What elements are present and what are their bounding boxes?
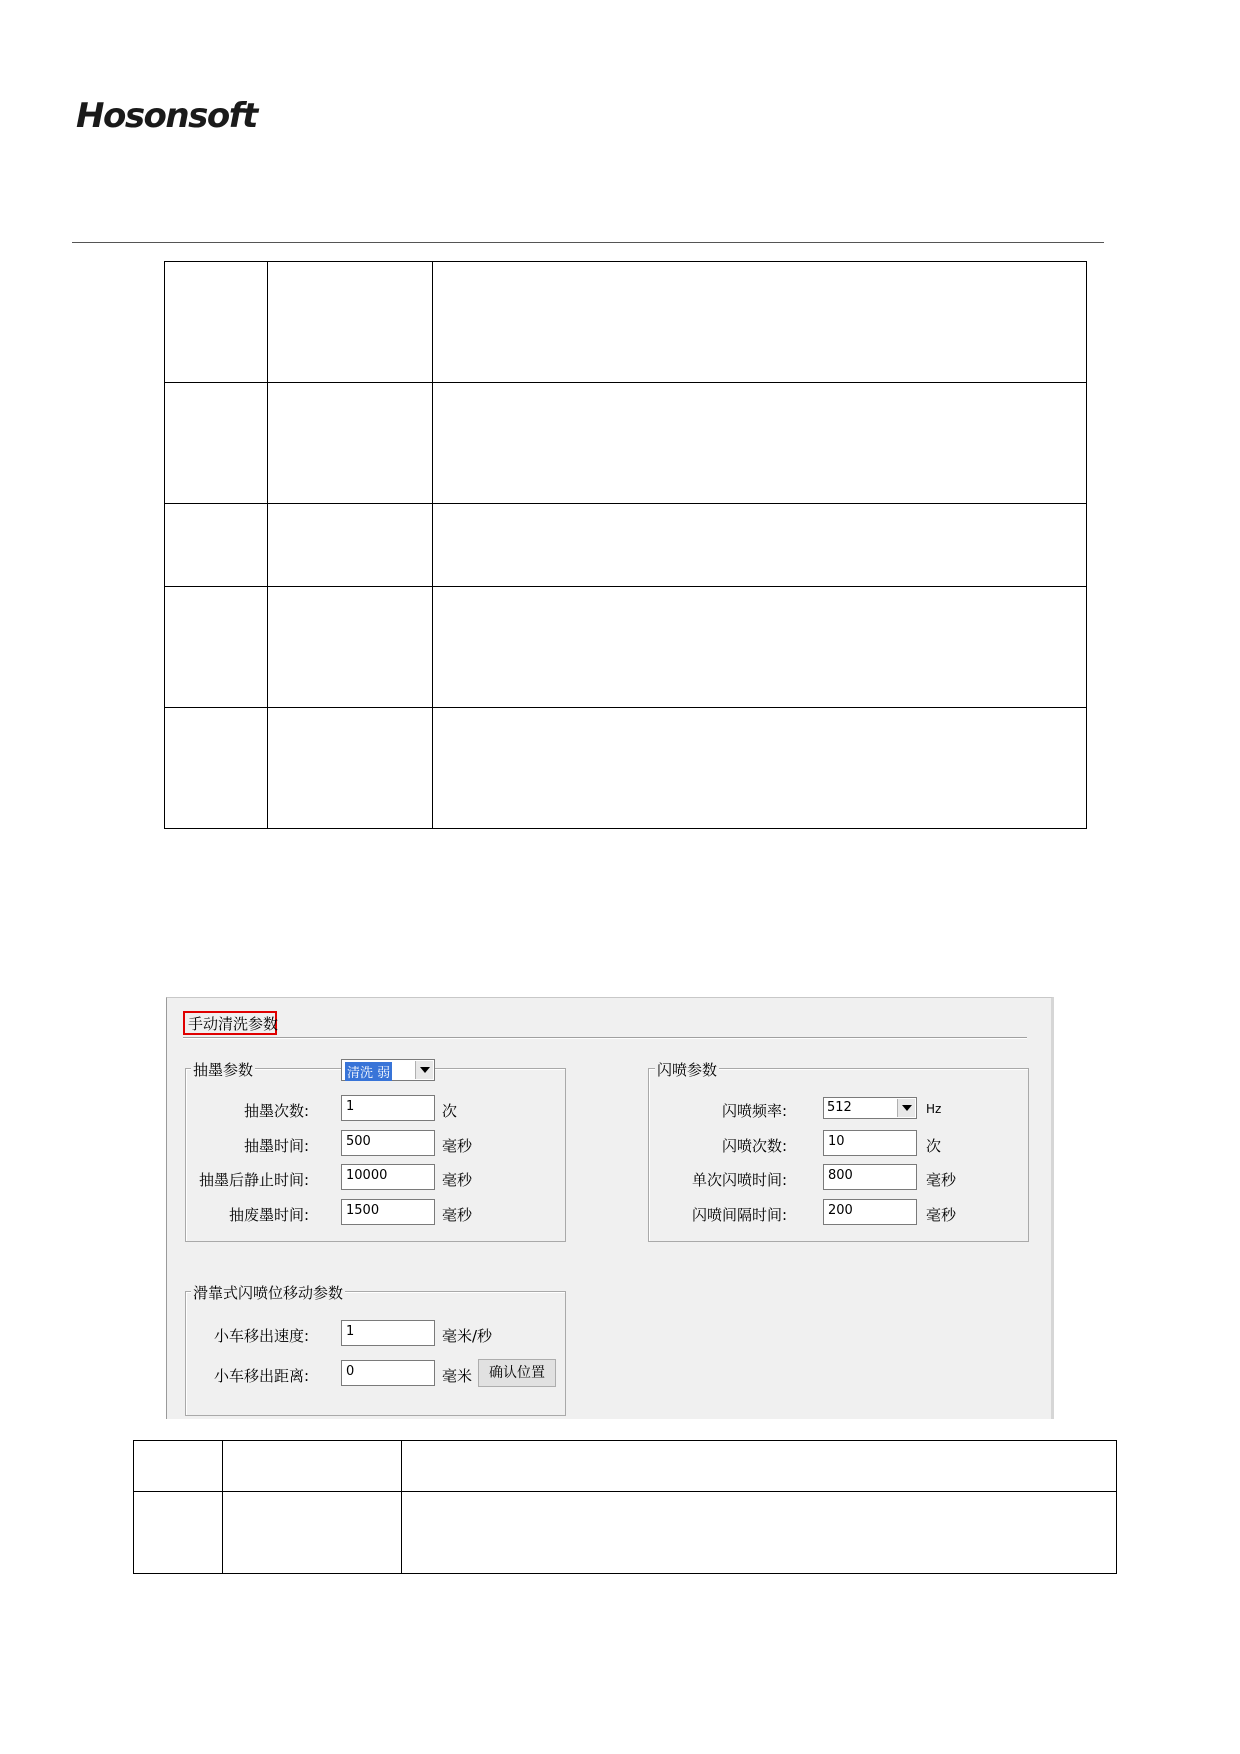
draw-count-unit: 次 [442, 1102, 458, 1120]
cart-distance-unit: 毫米 [442, 1367, 473, 1385]
cart-distance-label: 小车移出距离: [213, 1367, 309, 1385]
table-cell [268, 504, 433, 587]
chevron-down-icon[interactable] [897, 1099, 915, 1117]
draw-count-input[interactable]: 1 [341, 1095, 435, 1121]
table-row [134, 1441, 1117, 1492]
table-cell [165, 708, 268, 829]
company-logo: Hosonsoft [76, 96, 257, 136]
flash-count-input[interactable]: 10 [823, 1130, 917, 1156]
table-cell [268, 262, 433, 383]
rest-time-unit: 毫秒 [442, 1171, 473, 1189]
flash-count-unit: 次 [926, 1137, 942, 1155]
cart-speed-unit: 毫米/秒 [442, 1327, 493, 1345]
table-cell [134, 1441, 223, 1492]
table-cell [165, 504, 268, 587]
flash-spray-group-legend: 闪喷参数 [657, 1061, 718, 1079]
table-cell [268, 708, 433, 829]
waste-time-unit: 毫秒 [442, 1206, 473, 1224]
ink-mode-value: 清洗 弱 [345, 1062, 392, 1081]
table-cell [223, 1492, 402, 1574]
flash-freq-value: 512 [827, 1100, 852, 1115]
draw-time-label: 抽墨时间: [243, 1137, 309, 1155]
flash-interval-unit: 毫秒 [926, 1206, 957, 1224]
cart-distance-input[interactable]: 0 [341, 1360, 435, 1386]
table-row [134, 1492, 1117, 1574]
table-cell [433, 383, 1087, 504]
rest-time-input[interactable]: 10000 [341, 1164, 435, 1190]
rest-time-label: 抽墨后静止时间: [198, 1171, 309, 1189]
confirm-position-button[interactable]: 确认位置 [478, 1359, 556, 1387]
draw-count-label: 抽墨次数: [243, 1102, 309, 1120]
flash-count-label: 闪喷次数: [721, 1137, 787, 1155]
table-cell [268, 587, 433, 708]
table-cell [433, 262, 1087, 383]
table-cell [134, 1492, 223, 1574]
single-flash-time-label: 单次闪喷时间: [691, 1171, 787, 1189]
draw-time-input[interactable]: 500 [341, 1130, 435, 1156]
parameter-table-bottom [133, 1440, 1117, 1574]
flash-freq-select[interactable] [823, 1097, 917, 1119]
cart-speed-input[interactable]: 1 [341, 1320, 435, 1346]
chevron-down-icon[interactable] [415, 1061, 433, 1079]
manual-clean-dialog [166, 997, 1054, 1419]
table-row [165, 708, 1087, 829]
table-cell [223, 1441, 402, 1492]
table-cell [165, 587, 268, 708]
single-flash-time-input[interactable]: 800 [823, 1164, 917, 1190]
table-row [165, 262, 1087, 383]
table-cell [402, 1492, 1117, 1574]
flash-interval-label: 闪喷间隔时间: [691, 1206, 787, 1224]
ink-mode-select[interactable] [341, 1059, 435, 1081]
slide-move-group-legend: 滑靠式闪喷位移动参数 [193, 1284, 344, 1302]
table-cell [433, 708, 1087, 829]
table-cell [433, 587, 1087, 708]
ink-draw-group-legend: 抽墨参数 [193, 1061, 254, 1079]
table-cell [165, 383, 268, 504]
dialog-title: 手动清洗参数 [188, 1015, 279, 1033]
table-cell [433, 504, 1087, 587]
header-divider [72, 242, 1104, 243]
table-cell [402, 1441, 1117, 1492]
single-flash-time-unit: 毫秒 [926, 1171, 957, 1189]
waste-time-input[interactable]: 1500 [341, 1199, 435, 1225]
slide-move-group [185, 1291, 566, 1416]
draw-time-unit: 毫秒 [442, 1137, 473, 1155]
flash-interval-input[interactable]: 200 [823, 1199, 917, 1225]
waste-time-label: 抽废墨时间: [228, 1206, 309, 1224]
table-row [165, 587, 1087, 708]
table-cell [268, 383, 433, 504]
cart-speed-label: 小车移出速度: [213, 1327, 309, 1345]
table-cell [165, 262, 268, 383]
table-row [165, 504, 1087, 587]
table-row [165, 383, 1087, 504]
flash-freq-unit: Hz [926, 1102, 942, 1116]
parameter-table-top [164, 261, 1087, 829]
title-divider [183, 1037, 1027, 1039]
flash-freq-label: 闪喷频率: [721, 1102, 787, 1120]
